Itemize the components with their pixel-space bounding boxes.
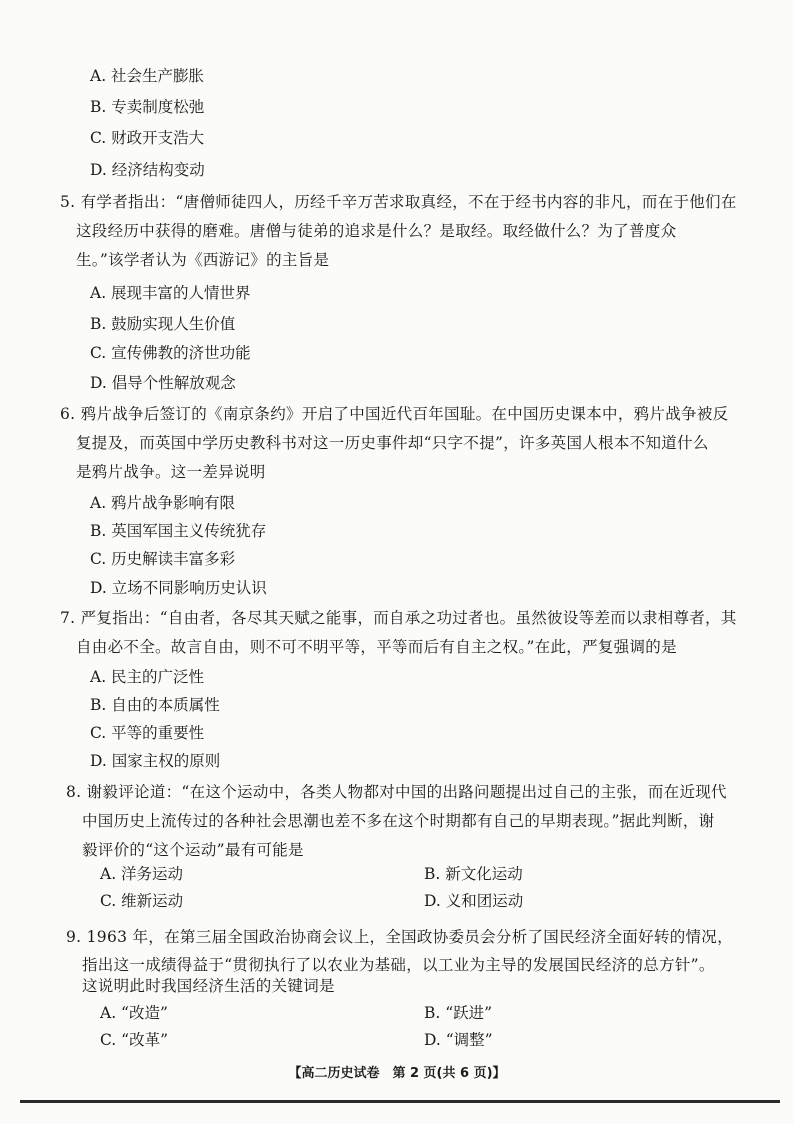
q9-option-a: A. “改造” [100, 1004, 168, 1022]
q5-option-b: B. 鼓励实现人生价值 [90, 315, 236, 333]
q9-stem-line-2: 指出这一成绩得益于“贯彻执行了以农业为基础，以工业为主导的发展国民经济的总方针”。 [82, 956, 715, 974]
q8-stem-line-3: 毅评价的“这个运动”最有可能是 [82, 841, 304, 859]
q8-option-c: C. 维新运动 [100, 892, 184, 910]
q4-option-a: A. 社会生产膨胀 [90, 67, 205, 85]
q6-stem-line-2: 复提及，而英国中学历史教科书对这一历史事件却“只字不提”，许多英国人根本不知道什么 [76, 434, 709, 452]
q8-stem-line-1: 8. 谢毅评论道：“在这个运动中，各类人物都对中国的出路问题提出过自己的主张，而在近现代 [66, 783, 727, 801]
q9-option-d: D. “调整” [424, 1031, 493, 1049]
q5-stem-line-1: 5. 有学者指出：“唐僧师徒四人，历经千辛万苦求取真经，不在于经书内容的非凡，而在于他们在 [60, 193, 737, 211]
q6-option-a: A. 鸦片战争影响有限 [90, 494, 236, 512]
q9-stem-line-3: 这说明此时我国经济生活的关键词是 [82, 977, 335, 995]
q4-option-c: C. 财政开支浩大 [90, 129, 205, 147]
q6-option-b: B. 英国军国主义传统犹存 [90, 522, 267, 540]
page-footer: 【高二历史试卷 第 2 页(共 6 页)】 [288, 1066, 506, 1081]
q5-option-d: D. 倡导个性解放观念 [90, 374, 236, 392]
q4-option-d: D. 经济结构变动 [90, 161, 205, 179]
q5-stem-line-3: 生。”该学者认为《西游记》的主旨是 [76, 251, 330, 269]
q7-stem-line-2: 自由必不全。故言自由，则不可不明平等，平等而后有自主之权。”在此，严复强调的是 [76, 638, 677, 656]
bottom-rule [20, 1100, 780, 1103]
q7-option-d: D. 国家主权的原则 [90, 752, 221, 770]
q9-option-b: B. “跃进” [424, 1004, 493, 1022]
q6-option-d: D. 立场不同影响历史认识 [90, 579, 267, 597]
q5-option-a: A. 展现丰富的人情世界 [90, 284, 251, 302]
q4-option-b: B. 专卖制度松弛 [90, 98, 205, 116]
q7-option-b: B. 自由的本质属性 [90, 696, 220, 714]
q9-option-c: C. “改革” [100, 1031, 169, 1049]
q5-option-c: C. 宣传佛教的济世功能 [90, 344, 251, 362]
q6-stem-line-1: 6. 鸦片战争后签订的《南京条约》开启了中国近代百年国耻。在中国历史课本中，鸦片战争被反 [60, 405, 729, 423]
q8-option-d: D. 义和团运动 [424, 892, 524, 910]
q8-option-a: A. 洋务运动 [100, 865, 184, 883]
q7-option-a: A. 民主的广泛性 [90, 668, 205, 686]
q8-stem-line-2: 中国历史上流传过的各种社会思潮也差不多在这个时期都有自己的早期表现。”据此判断，谢 [82, 812, 715, 830]
q6-option-c: C. 历史解读丰富多彩 [90, 550, 236, 568]
q7-option-c: C. 平等的重要性 [90, 724, 205, 742]
q6-stem-line-3: 是鸦片战争。这一差异说明 [76, 463, 266, 481]
q8-option-b: B. 新文化运动 [424, 865, 523, 883]
q9-stem-line-1: 9. 1963 年，在第三届全国政治协商会议上，全国政协委员会分析了国民经济全面好转的情况， [66, 928, 733, 946]
q7-stem-line-1: 7. 严复指出：“自由者，各尽其天赋之能事，而自承之功过者也。虽然彼设等差而以隶相尊者，其 [60, 609, 737, 627]
q5-stem-line-2: 这段经历中获得的磨难。唐僧与徒弟的追求是什么？是取经。取经做什么？为了普度众 [76, 222, 677, 240]
